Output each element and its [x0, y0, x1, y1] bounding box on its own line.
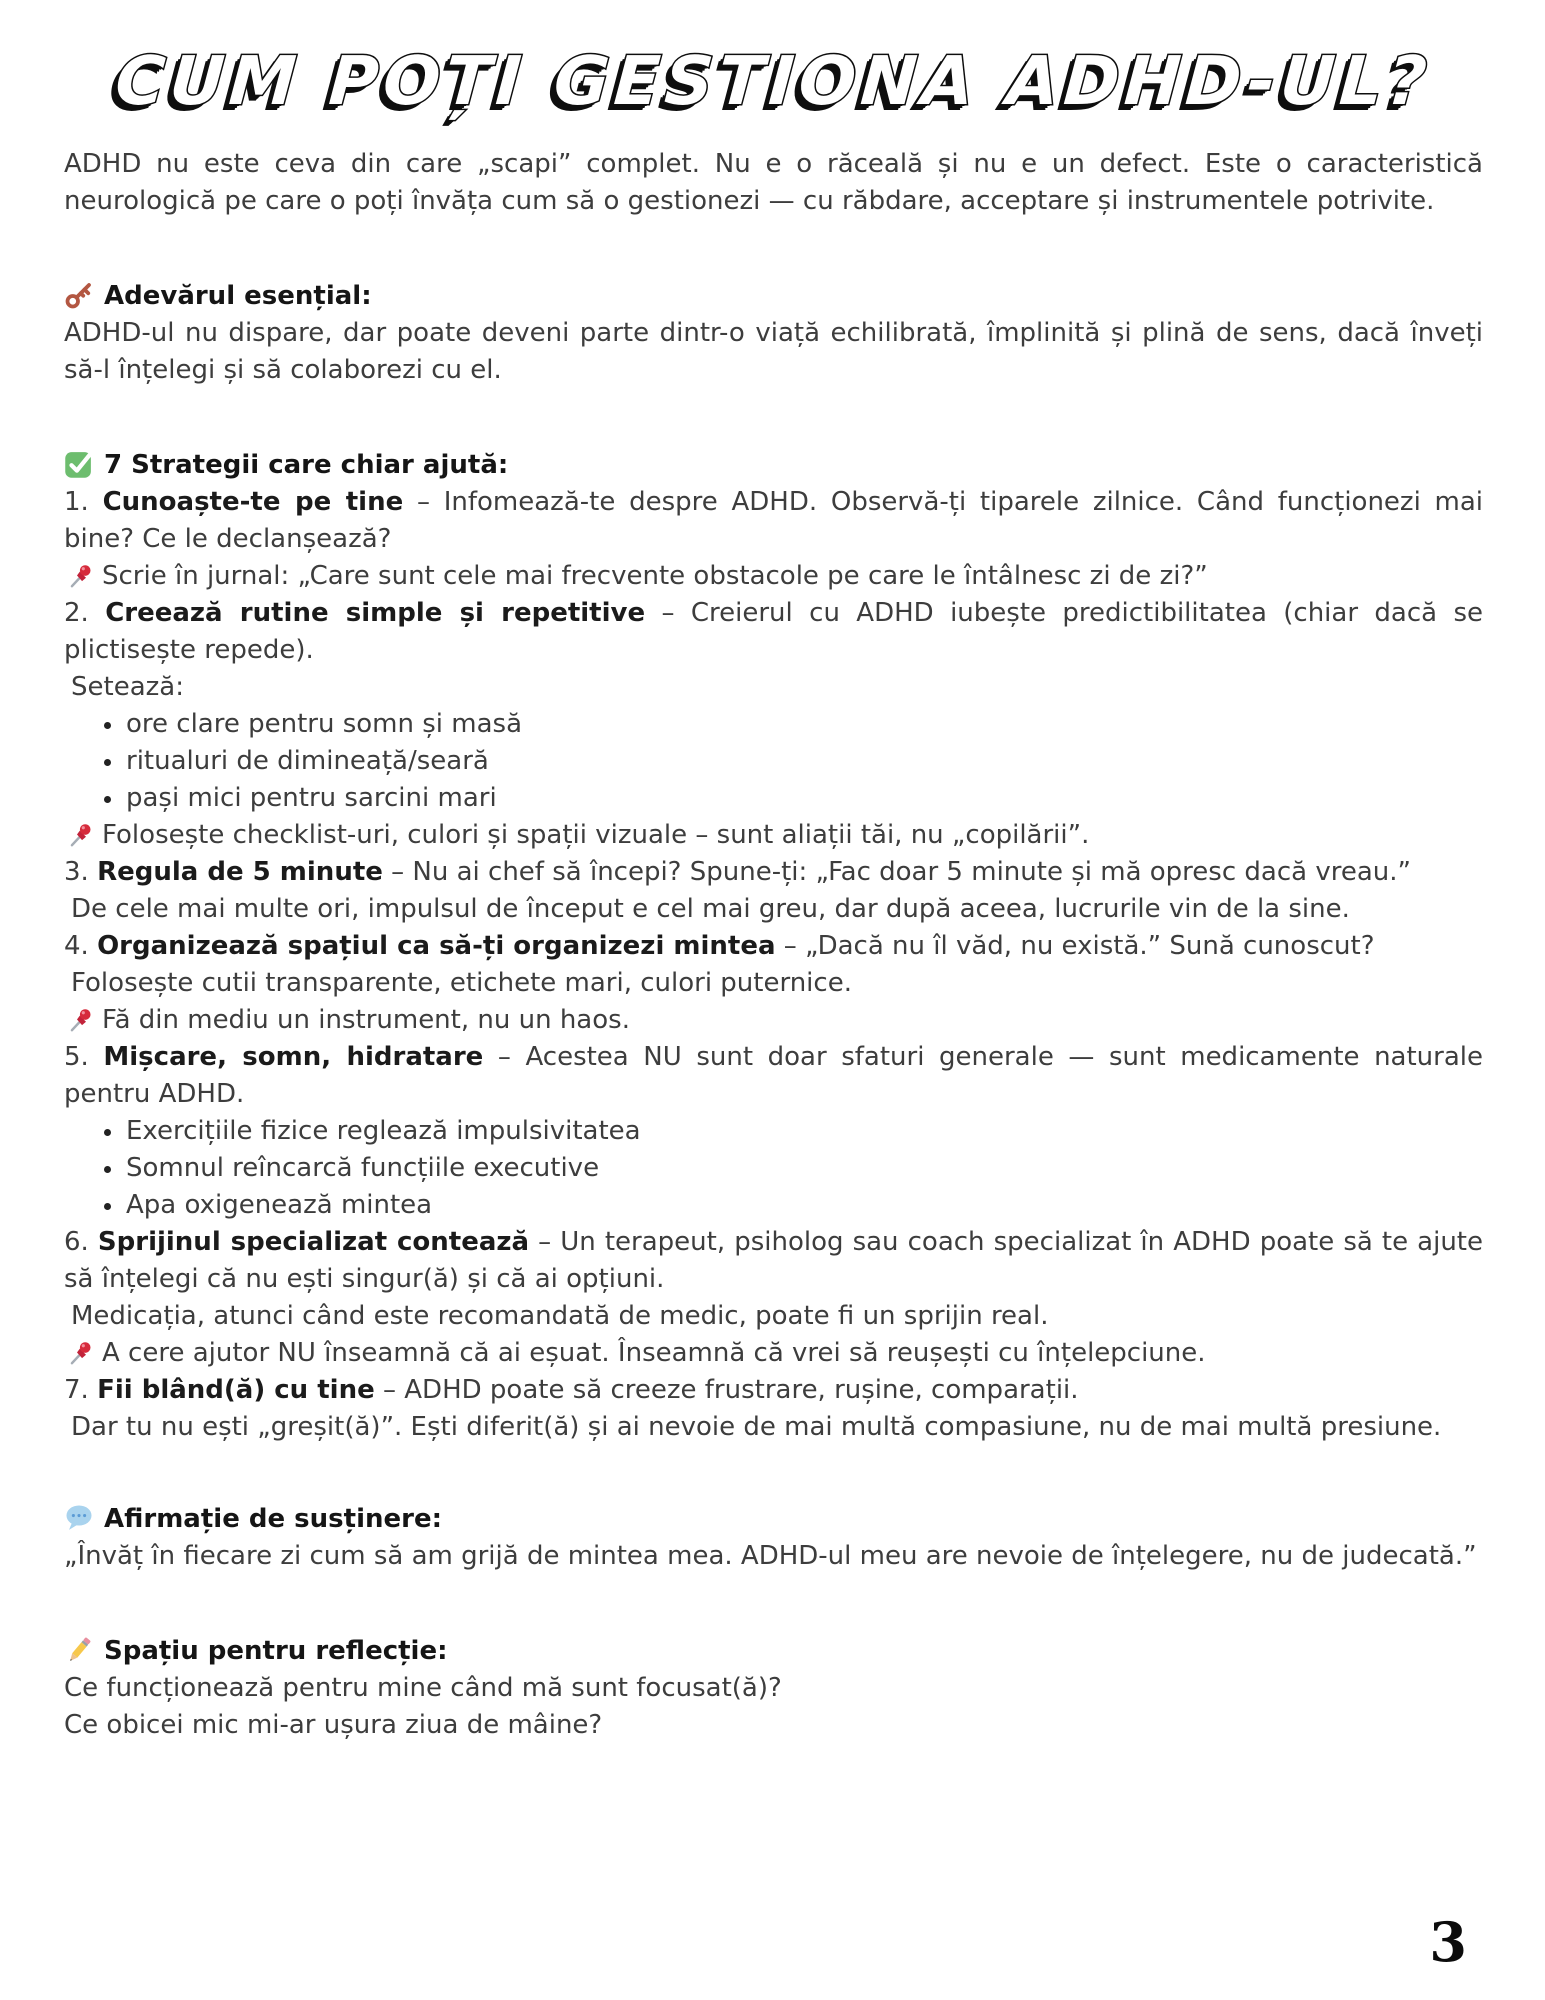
- item-subline: Dar tu nu ești „greșit(ă)”. Ești diferit(ă) și ai nevoie de mai multă compasiune, nu de mai multă presiune.: [71, 1412, 1442, 1442]
- strategy-item-3: [64, 854, 1483, 891]
- affirmation-heading-text: Afirmație de susținere:: [104, 1504, 442, 1534]
- affirmation-heading: [64, 1501, 1483, 1538]
- key-icon: [64, 280, 94, 310]
- reflection-heading: [64, 1633, 1483, 1670]
- item-title: Mișcare, somn, hidratare: [103, 1042, 484, 1072]
- bullet-item: pași mici pentru sarcini mari: [110, 780, 1483, 817]
- item-text: – „Dacă nu îl văd, nu există.” Sună cunoscut?: [775, 931, 1375, 961]
- truth-body: ADHD-ul nu dispare, dar poate deveni parte dintr-o viață echilibrată, împlinită și plină de sens, dacă înveți să-l înțelegi și să colaborezi cu el.: [64, 318, 1483, 385]
- speech-balloon-icon: [64, 1503, 94, 1533]
- tip-text: Scrie în jurnal: „Care sunt cele mai frecvente obstacole pe care le întâlnesc zi de zi?”: [102, 561, 1208, 591]
- reflection-question-1: Ce funcționează pentru mine când mă sunt focusat(ă)?: [64, 1673, 782, 1703]
- item-text: – Creierul cu ADHD iubește predictibilitatea (chiar dacă se plictisește repede).: [64, 598, 1484, 665]
- item-number: 4.: [64, 931, 89, 961]
- tip-line: [64, 1335, 1483, 1372]
- item-number: 5.: [64, 1042, 89, 1072]
- reflection-question-2: Ce obicei mic mi-ar ușura ziua de mâine?: [64, 1710, 603, 1740]
- strategies-heading: [64, 447, 1483, 484]
- strategy-item-4: [64, 928, 1483, 965]
- strategy-item-2: [64, 595, 1483, 669]
- item-subline: Medicația, atunci când este recomandată de medic, poate fi un sprijin real.: [71, 1301, 1049, 1331]
- item-text: – Infomează-te despre ADHD. Observă-ți tiparele zilnice. Când funcționezi mai bine? Ce le declanșează?: [64, 487, 1484, 554]
- intro-paragraph: ADHD nu este ceva din care „scapi” complet. Nu e o răceală și nu e un defect. Este o caracteristică neurologică pe care o poți învăța cum să o gestionezi — cu răbdare, acceptare și instrumentele potrivite.: [64, 149, 1483, 216]
- routine-bullet-list: [64, 706, 1483, 817]
- tip-text: A cere ajutor NU înseamnă că ai eșuat. Înseamnă că vrei să reușești cu înțelepciune.: [102, 1338, 1206, 1368]
- item-title: Organizează spațiul ca să-ți organizezi mintea: [97, 931, 776, 961]
- strategy-item-7: [64, 1372, 1483, 1409]
- bullet-item: ritualuri de dimineață/seară: [110, 743, 1483, 780]
- truth-heading-text: Adevărul esențial:: [104, 281, 372, 311]
- bullet-item: Somnul reîncarcă funcțiile executive: [110, 1150, 1483, 1187]
- page-number: 3: [1429, 1910, 1467, 1974]
- item-number: 1.: [64, 487, 89, 517]
- pushpin-icon: [68, 821, 95, 848]
- check-icon: [64, 449, 94, 479]
- item-text: – Un terapeut, psiholog sau coach specializat în ADHD poate să te ajute să înțelegi că nu ești singur(ă) și că ai opțiuni.: [64, 1227, 1483, 1294]
- item-text: – ADHD poate să creeze frustrare, rușine, comparații.: [374, 1375, 1079, 1405]
- tip-text: Fă din mediu un instrument, nu un haos.: [102, 1005, 630, 1035]
- item-number: 3.: [64, 857, 89, 887]
- item-number: 6.: [64, 1227, 89, 1257]
- item-subline: Setează:: [71, 672, 184, 702]
- pencil-icon: [64, 1635, 94, 1665]
- item-title: Fii blând(ă) cu tine: [97, 1375, 375, 1405]
- strategy-item-6: [64, 1224, 1483, 1298]
- item-title: Creează rutine simple și repetitive: [105, 598, 646, 628]
- bullet-item: ore clare pentru somn și masă: [110, 706, 1483, 743]
- health-bullet-list: [64, 1113, 1483, 1224]
- page-title: CUM POȚI GESTIONA ADHD-UL?: [112, 42, 1435, 120]
- item-text: – Acestea NU sunt doar sfaturi generale — sunt medicamente naturale pentru ADHD.: [64, 1042, 1484, 1109]
- strategy-item-1: [64, 484, 1483, 558]
- strategies-heading-text: 7 Strategii care chiar ajută:: [104, 450, 509, 480]
- item-title: Sprijinul specializat contează: [97, 1227, 530, 1257]
- tip-line: [64, 558, 1483, 595]
- pushpin-icon: [68, 562, 95, 589]
- item-title: Regula de 5 minute: [97, 857, 383, 887]
- strategy-item-5: [64, 1039, 1483, 1113]
- pushpin-icon: [68, 1006, 95, 1033]
- item-number: 7.: [64, 1375, 89, 1405]
- truth-heading: [64, 278, 1483, 315]
- affirmation-body: „Învăț în fiecare zi cum să am grijă de mintea mea. ADHD-ul meu are nevoie de înțelegere, nu de judecată.”: [64, 1541, 1477, 1571]
- item-subline: Folosește cutii transparente, etichete mari, culori puternice.: [71, 968, 852, 998]
- item-subline: De cele mai multe ori, impulsul de început e cel mai greu, dar după aceea, lucrurile vin de la sine.: [71, 894, 1350, 924]
- item-text: – Nu ai chef să începi? Spune-ți: „Fac doar 5 minute și mă opresc dacă vreau.”: [382, 857, 1411, 887]
- item-number: 2.: [64, 598, 89, 628]
- tip-line: [64, 817, 1483, 854]
- bullet-item: Exercițiile fizice reglează impulsivitatea: [110, 1113, 1483, 1150]
- tip-line: [64, 1002, 1483, 1039]
- pushpin-icon: [68, 1339, 95, 1366]
- reflection-heading-text: Spațiu pentru reflecție:: [104, 1636, 448, 1666]
- tip-text: Folosește checklist-uri, culori și spații vizuale – sunt aliații tăi, nu „copilării”.: [102, 820, 1090, 850]
- item-title: Cunoaște-te pe tine: [102, 487, 404, 517]
- bullet-item: Apa oxigenează mintea: [110, 1187, 1483, 1224]
